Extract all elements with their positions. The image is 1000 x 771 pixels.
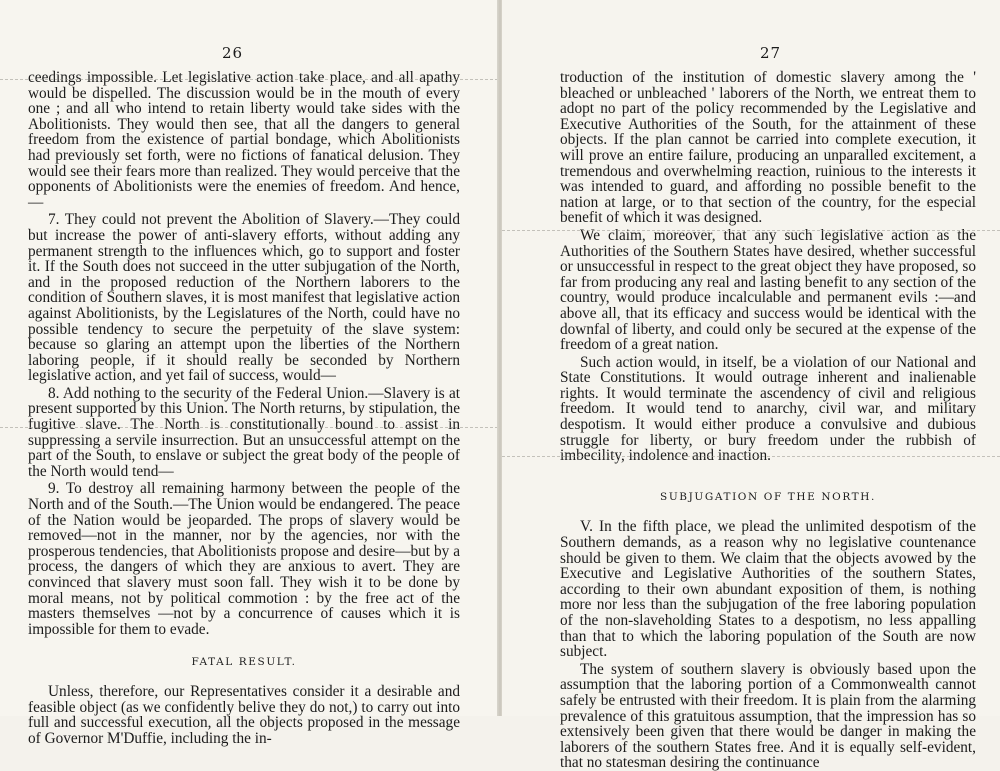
right-page	[502, 0, 1000, 771]
scan-line	[0, 79, 498, 80]
paragraph: 8. Add nothing to the security of the Federal Union.—Slavery is at present supported by this Union. The North returns, by stipulation, the fugitive slave. The North is constitutionally bound to assist in suppressing a servile insurrection. But an unsuccessful attempt on the part of the South, to enslave or subject the great body of the people of the North would tend—	[28, 384, 460, 480]
paragraph: ceedings impossible. Let legislative action take place, and all apathy would be dispelled. The discussion would be in the mouth of every one ; and all who intend to retain liberty would take sides with the Abolitionists. They would then see, that all the dangers to general freedom from the existence of partial bondage, which Abolitionists had previously set forth, were no fictions of fanatical delusion. They would see their fears more than realized. They would perceive that the opponents of Abolitionists were the enemies of freedom. And hence,—	[28, 69, 460, 211]
paragraph: troduction of the institution of domestic slavery among the ' bleached or unbleached ' laborers of the North, we entreat them to adopt no part of the policy recommended by the Legislative and Executive Authorities of the South, for the attainment of these objects. If the plan cannot be carried into complete execution, it will prove an entire failure, producing an unparalled excitement, a tremendous and overwhelming reaction, ruinious to the interests it was intended to guard, and affording no possible benefit to the nation at large, or to that section of the country, for the especial benefit of which it was designed.	[560, 69, 976, 227]
scan-line	[502, 230, 1000, 231]
paragraph: Such action would, in itself, be a violation of our National and State Constitutions. It would outrage inherent and inalienable rights. It would terminate the ascendency of civil and religious freedom. It would tend to anarchy, civil war, and military despotism. It would either produce a convulsive and dubious struggle for liberty, or bury freedom under the rubbish of imbecility, indolence and inaction.	[560, 353, 976, 465]
page-number: 27	[760, 44, 782, 62]
right-page-text	[560, 70, 976, 771]
scan-line	[0, 427, 498, 428]
paragraph: We claim, moreover, that any such legislative action as the Authorities of the Southern States have desired, whether successful or unsuccessful in respect to the great object they have proposed, so far from producing any real and lasting benefit to any section of the country, would produce incalculable and permanent evils :—and above all, that its efficacy and success would be identical with the downfal of liberty, and could only be secured at the expense of the freedom of a great nation.	[560, 226, 976, 354]
paragraph: Unless, therefore, our Representatives consider it a desirable and feasible object (as we confidently belive they do not,) to carry out into full and successful execution, all the objects proposed in the message of Governor M'Duffie, including the in-	[28, 682, 460, 747]
left-page-text	[28, 70, 460, 746]
page-number: 26	[222, 44, 244, 62]
paragraph: The system of southern slavery is obviously based upon the assumption that the laboring portion of a Commonwealth cannot safely be entrusted with their freedom. It is plain from the alarming prevalence of this gratuitous assumption, that the impression has so extensively been given that there would be danger in making the laborers of the southern States free. And it is equally self-evident, that no statesman desiring the continuance	[560, 660, 976, 771]
left-page	[0, 0, 498, 747]
paragraph: 7. They could not prevent the Abolition of Slavery.—They could but increase the power of anti-slavery efforts, without adding any permanent strength to the influences which, go to support and foster it. If the South does not succeed in the utter subjugation of the North, and in the proposed reduction of the Northern laborers to the condition of Southern slaves, it is most manifest that legislative action against Abolitionists, by the Legislatures of the North, could have no possible tendency to secure the perpetuity of the slave system: because so glaring an attempt upon the liberties of the Northern laboring people, if it should really be seconded by Northern legislative action, and yet fail of success, would—	[28, 211, 460, 385]
paragraph: V. In the fifth place, we plead the unlimited despotism of the Southern demands, as a reason why no legislative countenance should be given to them. We claim that the objects avowed by the Executive and Legislative Authorities of the southern States, according to their own abundant exposition of them, is nothing more nor less than the subjugation of the free laboring population of the non-slaveholding States to a despotism, no less appalling than that to which the laboring population of the South are now subject.	[560, 518, 976, 661]
section-heading: SUBJUGATION OF THE NORTH.	[660, 490, 876, 503]
paragraph: 9. To destroy all remaining harmony between the people of the North and of the South.—The Union would be endangered. The peace of the Nation would be jeoparded. The props of slavery would be removed—not in the manner, nor by the agencies, nor with the prosperous tendencies, that Abolitionists propose and desire—but by a process, the dangers of which they are anxious to avert. They are convinced that slavery must soon fall. They wish it to be done by moral means, not by political commotion : by the free act of the masters themselves —not by a concurrence of causes which it is impossible for them to evade.	[28, 480, 460, 638]
section-heading: FATAL RESULT.	[191, 656, 297, 669]
scan-line	[502, 456, 1000, 457]
